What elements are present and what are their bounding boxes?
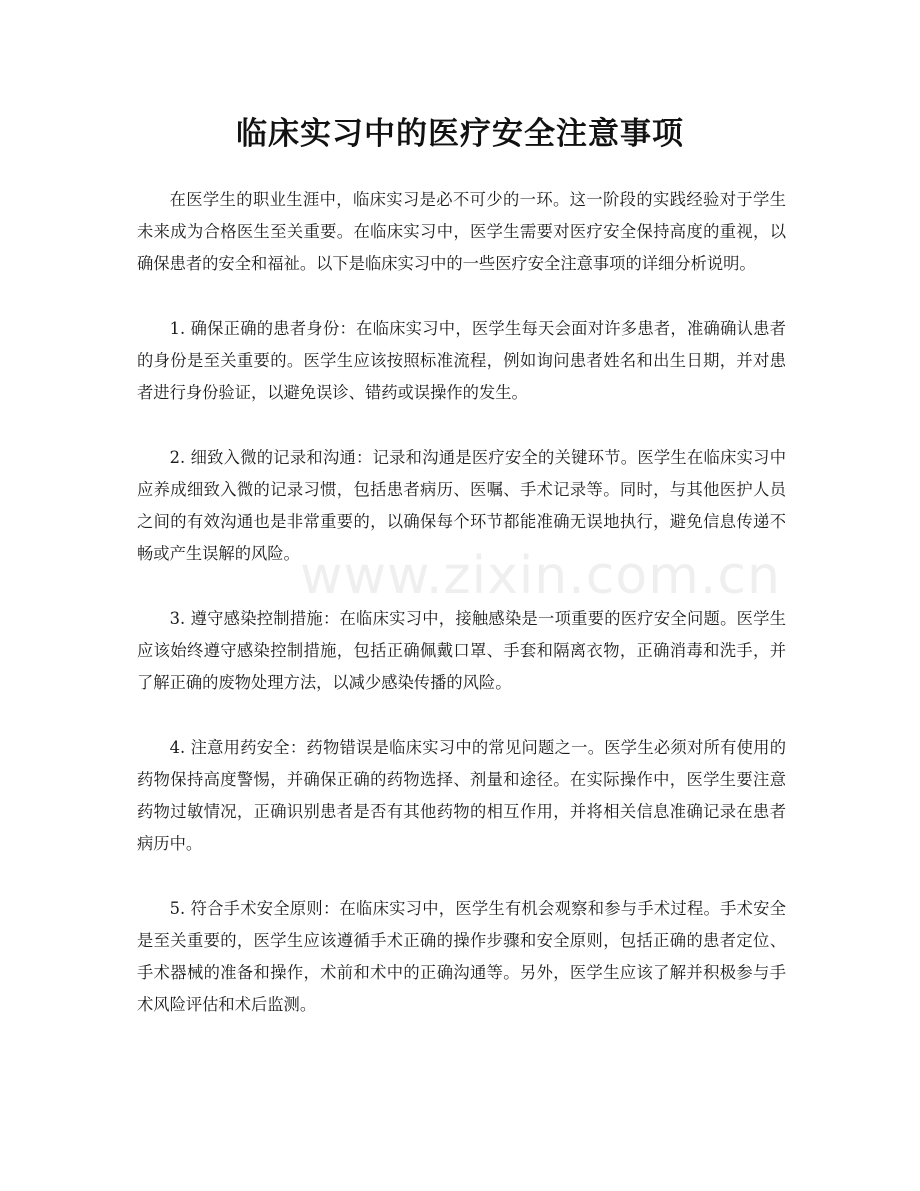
intro-paragraph: 在医学生的职业生涯中，临床实习是必不可少的一环。这一阶段的实践经验对于学生未来成为合格医生至关重要。在临床实习中，医学生需要对医疗安全保持高度的重视，以确保患者的安全和福祉。以下是临床实习中的一些医疗安全注意事项的详细分析说明。 bbox=[137, 190, 786, 273]
document-title: 临床实习中的医疗安全注意事项 bbox=[236, 116, 684, 152]
watermark: www.zixin.com.cn bbox=[300, 546, 781, 606]
paragraph-records-communication: 2. 细致入微的记录和沟通：记录和沟通是医疗安全的关键环节。医学生在临床实习中应养成细致入微的记录习惯，包括患者病历、医嘱、手术记录等。同时，与其他医护人员之间的有效沟通也是非常重要的，以确保每个环节都能准确无误地执行，避免信息传递不畅或产生误解的风险。 bbox=[137, 448, 786, 563]
paragraph-infection-control: 3. 遵守感染控制措施：在临床实习中，接触感染是一项重要的医疗安全问题。医学生应该始终遵守感染控制措施，包括正确佩戴口罩、手套和隔离衣物，正确消毒和洗手，并了解正确的废物处理方法，以减少感染传播的风险。 bbox=[137, 609, 786, 692]
paragraph-medication-safety: 4. 注意用药安全：药物错误是临床实习中的常见问题之一。医学生必须对所有使用的药物保持高度警惕，并确保正确的药物选择、剂量和途径。在实际操作中，医学生要注意药物过敏情况，正确识别患者是否有其他药物的相互作用，并将相关信息准确记录在患者病历中。 bbox=[137, 738, 786, 853]
document-body bbox=[137, 184, 786, 1054]
paragraph-surgical-safety: 5. 符合手术安全原则：在临床实习中，医学生有机会观察和参与手术过程。手术安全是至关重要的，医学生应该遵循手术正确的操作步骤和安全原则，包括正确的患者定位、手术器械的准备和操作，术前和术中的正确沟通等。另外，医学生应该了解并积极参与手术风险评估和术后监测。 bbox=[137, 899, 786, 1014]
paragraph-patient-identity: 1. 确保正确的患者身份：在临床实习中，医学生每天会面对许多患者，准确确认患者的身份是至关重要的。医学生应该按照标准流程，例如询问患者姓名和出生日期，并对患者进行身份验证，以避免误诊、错药或误操作的发生。 bbox=[137, 319, 786, 402]
